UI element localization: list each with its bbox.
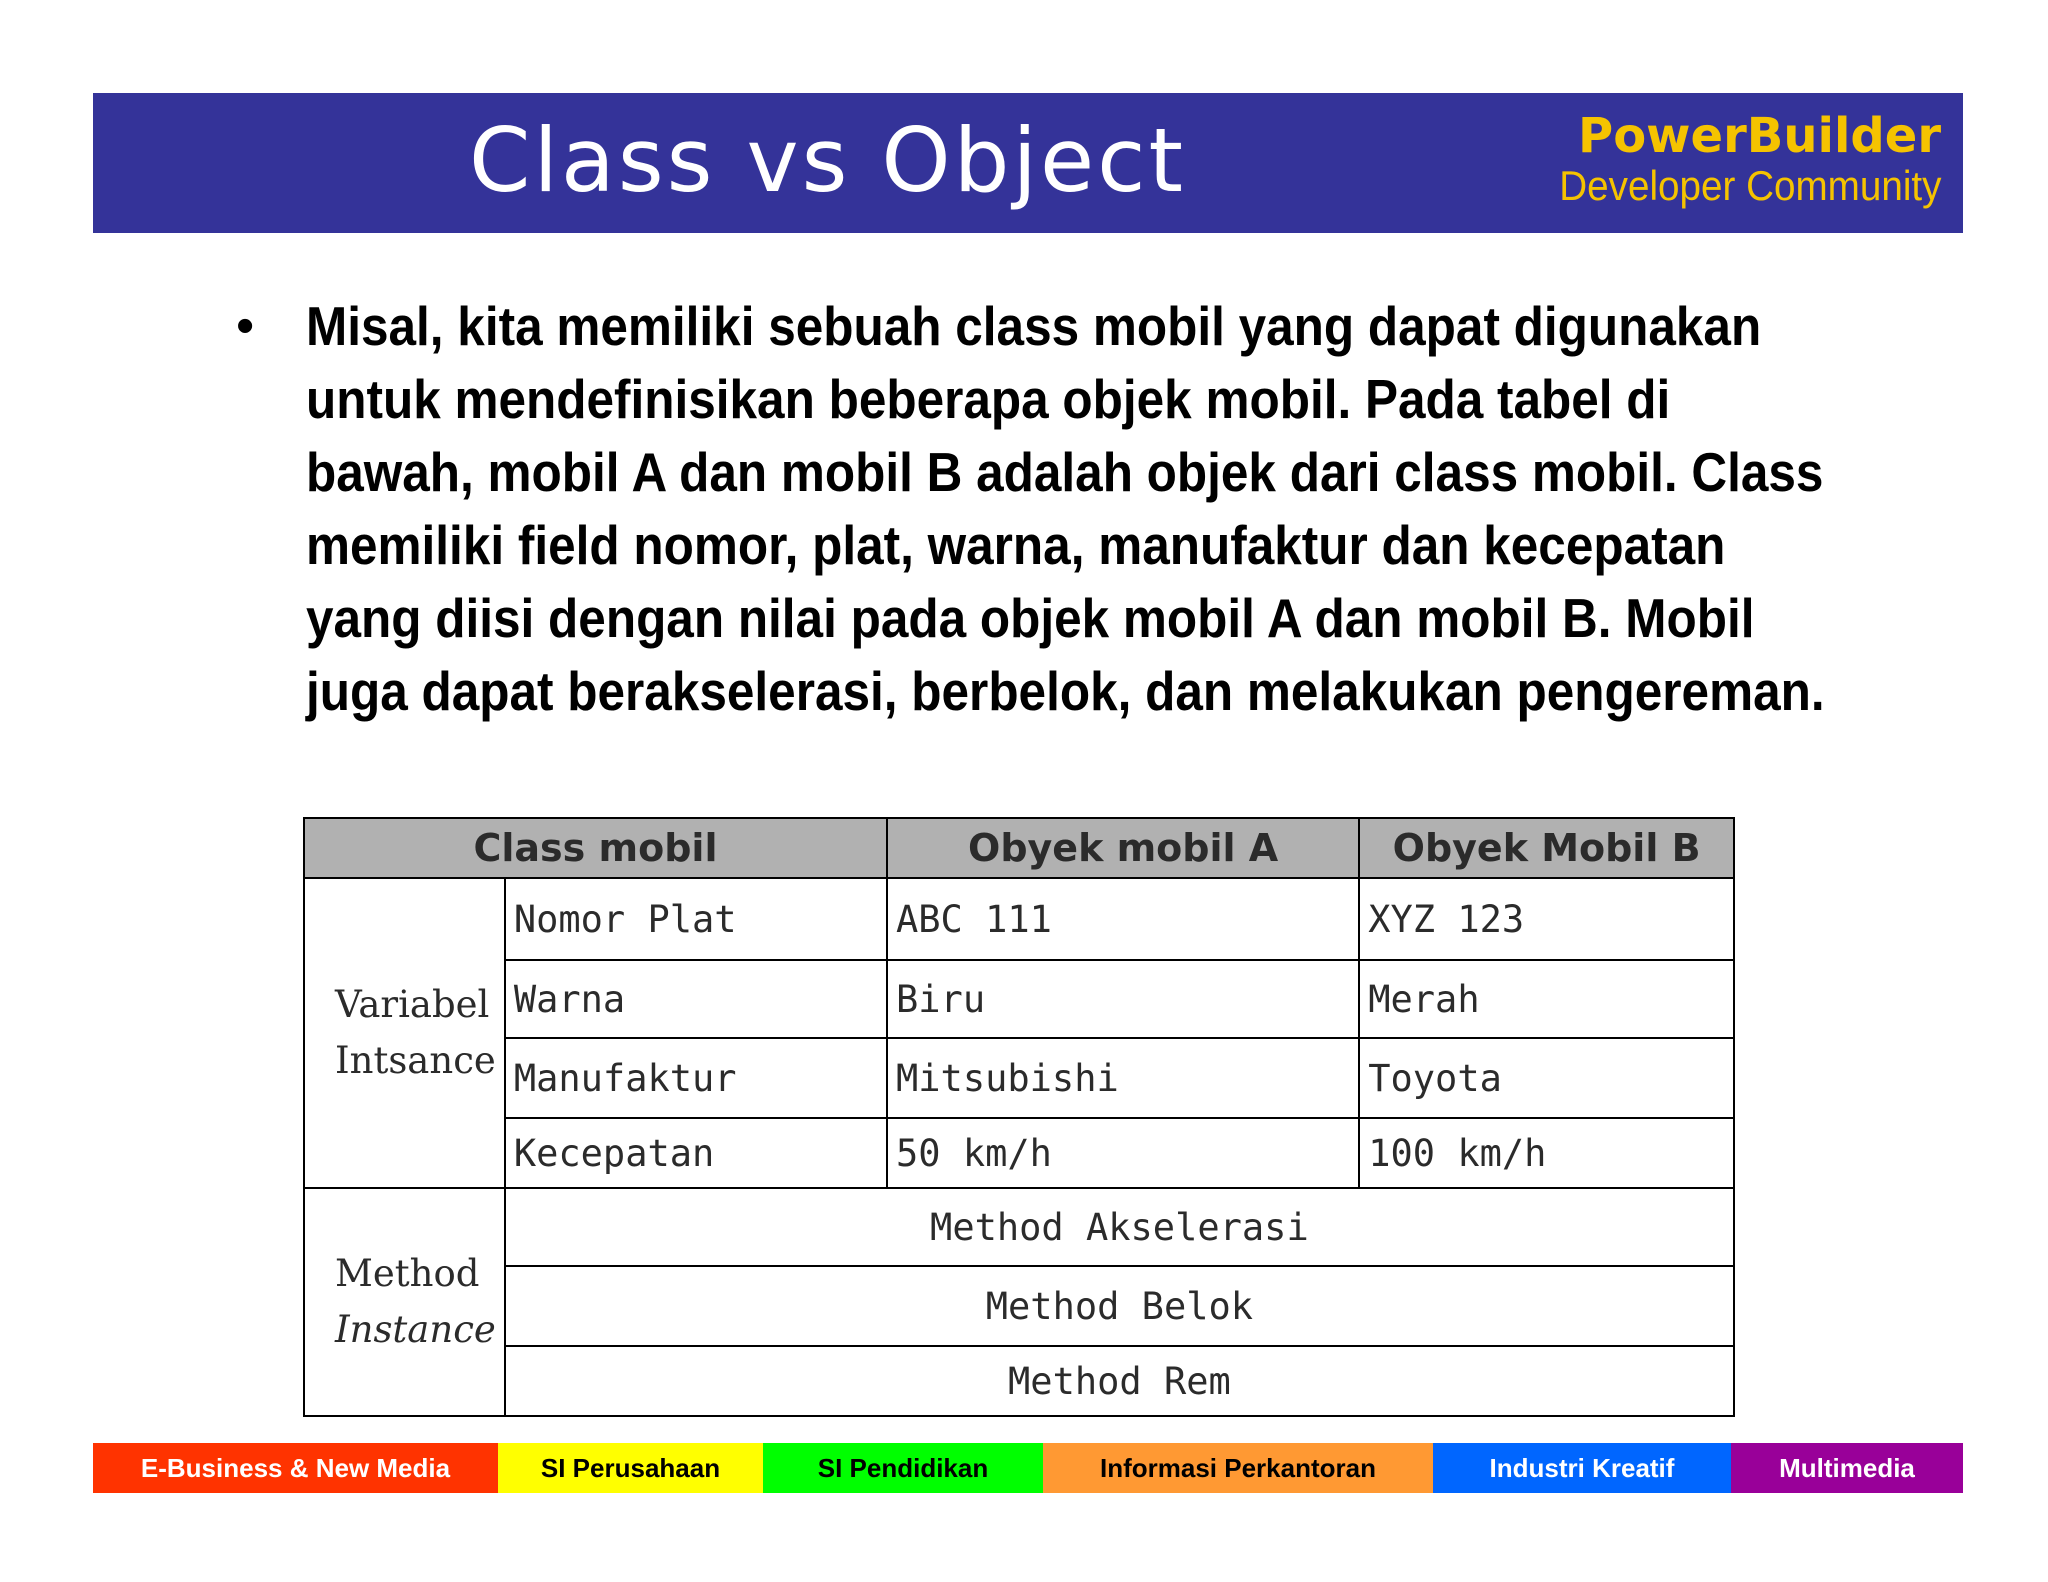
title-banner	[93, 93, 1963, 233]
footer-segment-industri-kreatif	[1433, 1443, 1731, 1493]
category-footer-bar	[93, 1443, 1963, 1493]
variable-label-line1: Variabel	[335, 983, 490, 1026]
footer-label: SI Perusahaan	[540, 1452, 721, 1483]
brand-logo	[1526, 108, 1942, 211]
method-cell: Method Belok	[505, 1266, 1734, 1346]
method-instance-label	[304, 1188, 505, 1416]
object-b-cell: 100 km/h	[1359, 1118, 1734, 1188]
method-label-line2: Instance	[335, 1308, 496, 1351]
footer-segment-ebusiness	[93, 1443, 498, 1493]
brand-name: PowerBuilder	[1578, 108, 1941, 164]
footer-segment-si-pendidikan	[763, 1443, 1043, 1493]
bullet-icon: •	[236, 297, 255, 355]
slide-title: Class vs Object	[469, 109, 1186, 212]
method-cell: Method Akselerasi	[505, 1188, 1734, 1266]
table-row	[304, 1346, 1734, 1416]
object-a-cell: Biru	[887, 960, 1359, 1038]
table-row	[304, 1038, 1734, 1118]
table-header-row	[304, 818, 1734, 878]
object-b-cell: Toyota	[1359, 1038, 1734, 1118]
footer-segment-multimedia	[1731, 1443, 1963, 1493]
footer-label: Multimedia	[1779, 1452, 1915, 1483]
bullet-text: Misal, kita memiliki sebuah class mobil yang dapat digunakan untuk mendefinisikan beberapa objek mobil. Pada tabel di bawah, mobil A dan mobil B adalah objek dari class mobil. Class memiliki field nomor, plat, warna, manufaktur dan kecepatan yang diisi dengan nilai pada objek mobil A dan mobil B. Mobil juga dapat berakselerasi, berbelok, dan melakukan pengereman.	[306, 295, 1825, 722]
table-row	[304, 878, 1734, 960]
variable-instance-label	[304, 878, 505, 1188]
object-a-cell: ABC 111	[887, 878, 1359, 960]
brand-tagline: Developer Community	[1558, 162, 1941, 209]
header-class: Class mobil	[304, 818, 887, 878]
footer-segment-informasi-perkantoran	[1043, 1443, 1433, 1493]
table-row	[304, 1118, 1734, 1188]
object-a-cell: Mitsubishi	[887, 1038, 1359, 1118]
field-cell: Warna	[505, 960, 887, 1038]
method-cell: Method Rem	[505, 1346, 1734, 1416]
header-object-b: Obyek Mobil B	[1359, 818, 1734, 878]
field-cell: Kecepatan	[505, 1118, 887, 1188]
footer-label: SI Pendidikan	[817, 1452, 989, 1483]
table-row	[304, 960, 1734, 1038]
table-row	[304, 1188, 1734, 1266]
footer-label: E-Business & New Media	[140, 1452, 451, 1483]
object-b-cell: Merah	[1359, 960, 1734, 1038]
footer-segment-si-perusahaan	[498, 1443, 763, 1493]
object-a-cell: 50 km/h	[887, 1118, 1359, 1188]
header-object-a: Obyek mobil A	[887, 818, 1359, 878]
variable-label-line2: Intsance	[335, 1039, 496, 1082]
table-row	[304, 1266, 1734, 1346]
class-object-table	[303, 817, 1735, 1417]
field-cell: Nomor Plat	[505, 878, 887, 960]
method-label-line1: Method	[335, 1252, 480, 1295]
footer-label: Industri Kreatif	[1489, 1452, 1675, 1483]
footer-label: Informasi Perkantoran	[1100, 1452, 1376, 1483]
object-b-cell: XYZ 123	[1359, 878, 1734, 960]
field-cell: Manufaktur	[505, 1038, 887, 1118]
